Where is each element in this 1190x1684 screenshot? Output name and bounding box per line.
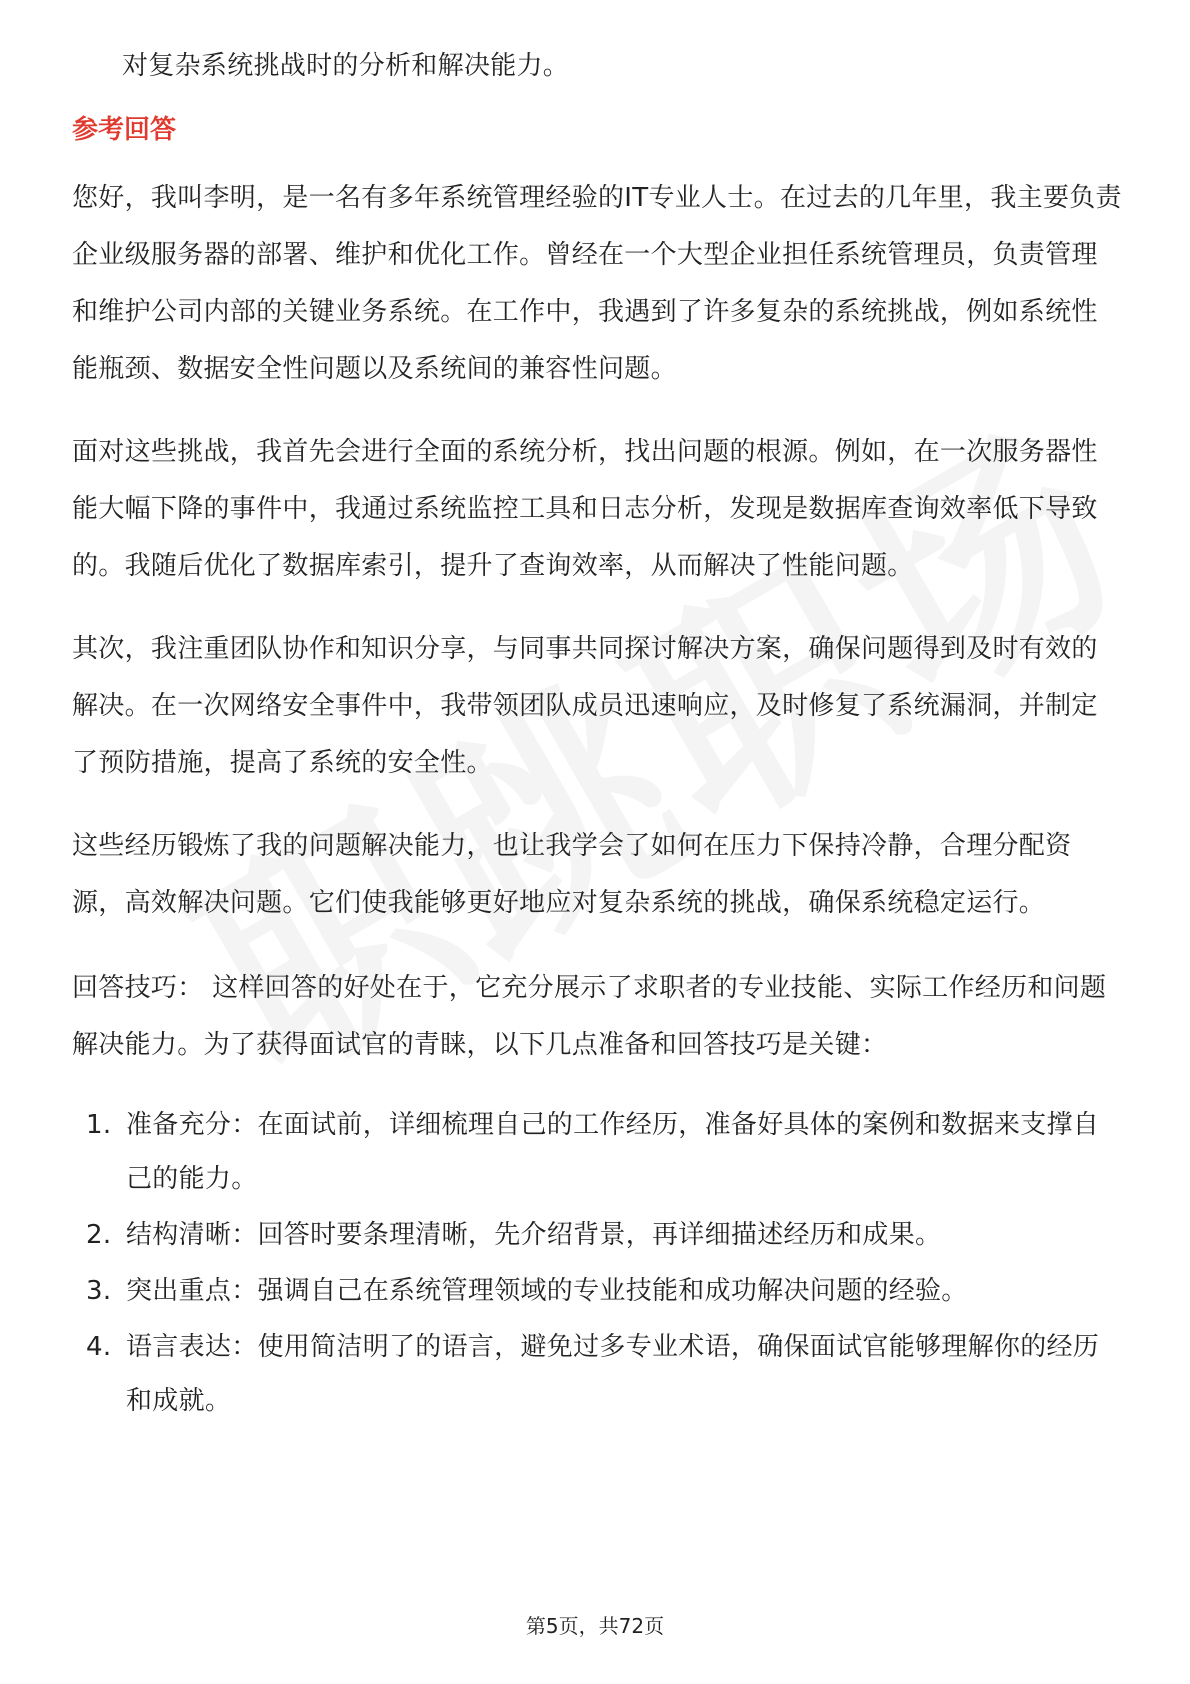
page-footer: 第5页，共72页 [525, 1614, 665, 1638]
paragraph: 您好，我叫李明，是一名有多年系统管理经验的IT专业人士。在过去的几年里，我主要负责企业级服务器的部署、维护和优化工作。曾经在一个大型企业担任系统管理员，负责管理和维护公司内部的关键业务系统。在工作中，我遇到了许多复杂的系统挑战，例如系统性能瓶颈、数据安全性问题以及系统间的兼容性问题。 [72, 183, 1122, 384]
list-number: 2. [86, 1220, 112, 1250]
list-item [72, 1264, 1122, 1318]
page-content [72, 46, 1122, 1430]
list-number: 4. [86, 1332, 112, 1362]
list-item [72, 1320, 1122, 1428]
paragraph: 其次，我注重团队协作和知识分享，与同事共同探讨解决方案，确保问题得到及时有效的解决。在一次网络安全事件中，我带领团队成员迅速响应，及时修复了系统漏洞，并制定了预防措施，提高了系统的安全性。 [72, 634, 1098, 778]
list-item-text: 结构清晰：回答时要条理清晰，先介绍背景，再详细描述经历和成果。 [126, 1220, 942, 1250]
list-item-text: 语言表达：使用简洁明了的语言，避免过多专业术语，确保面试官能够理解你的经历和成就。 [126, 1332, 1100, 1416]
lead-line: 对复杂系统挑战时的分析和解决能力。 [122, 51, 570, 81]
list-item-text: 准备充分：在面试前，详细梳理自己的工作经历，准备好具体的案例和数据来支撑自己的能力。 [126, 1110, 1100, 1194]
list-number: 3. [86, 1276, 112, 1306]
tips-intro: 回答技巧： 这样回答的好处在于，它充分展示了求职者的专业技能、实际工作经历和问题解决能力。为了获得面试官的青睐，以下几点准备和回答技巧是关键： [72, 973, 1107, 1060]
paragraph: 面对这些挑战，我首先会进行全面的系统分析，找出问题的根源。例如，在一次服务器性能大幅下降的事件中，我通过系统监控工具和日志分析，发现是数据库查询效率低下导致的。我随后优化了数据库索引，提升了查询效率，从而解决了性能问题。 [72, 437, 1098, 581]
list-item [72, 1208, 1122, 1262]
list-number: 1. [86, 1110, 112, 1140]
paragraph: 这些经历锻炼了我的问题解决能力，也让我学会了如何在压力下保持冷静，合理分配资源，高效解决问题。它们使我能够更好地应对复杂系统的挑战，确保系统稳定运行。 [72, 831, 1072, 918]
list-item [72, 1098, 1122, 1206]
section-title: 参考回答 [72, 115, 177, 145]
list-item-text: 突出重点：强调自己在系统管理领域的专业技能和成功解决问题的经验。 [126, 1276, 968, 1306]
tips-list [72, 1098, 1122, 1428]
